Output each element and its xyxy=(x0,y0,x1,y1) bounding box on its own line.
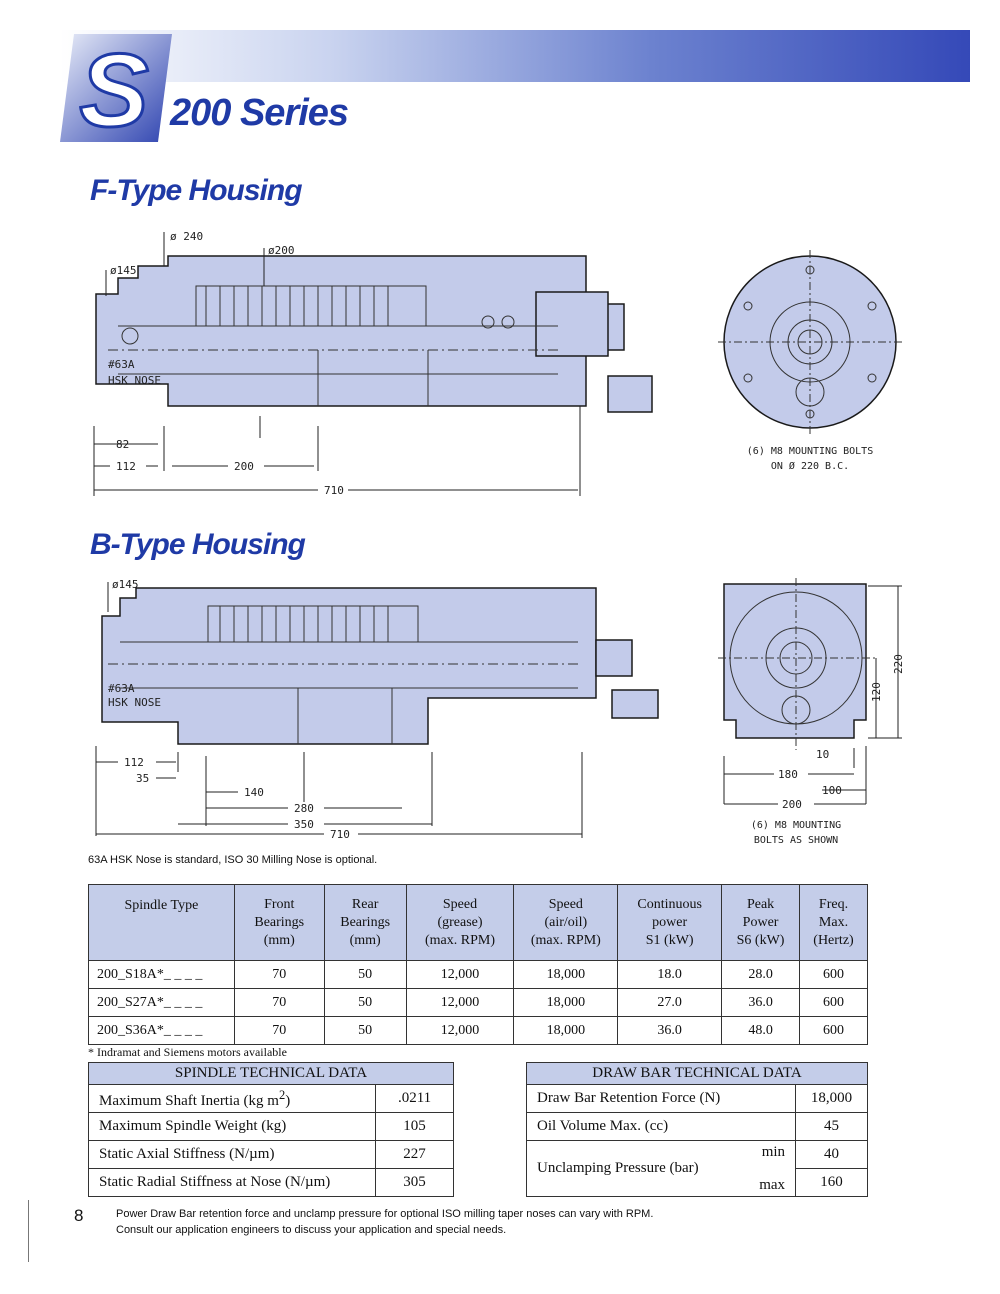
shaft-inertia-value: .0211 xyxy=(376,1085,454,1113)
cell-peak-power: 48.0 xyxy=(722,1017,800,1045)
draw-bar-technical-data-title: DRAW BAR TECHNICAL DATA xyxy=(527,1063,868,1085)
f-dim-112: 112 xyxy=(116,460,136,473)
cell-front-bearings: 70 xyxy=(234,989,324,1017)
oil-volume-value: 45 xyxy=(796,1113,868,1141)
min-label: min xyxy=(761,1143,786,1160)
header-speed-grease: Speed (grease) (max. RPM) xyxy=(406,885,514,961)
spindle-weight-label: Maximum Spindle Weight (kg) xyxy=(89,1113,376,1141)
table-row xyxy=(89,1085,454,1113)
table-row xyxy=(527,1141,868,1169)
motors-footnote: * Indramat and Siemens motors available xyxy=(88,1045,287,1059)
b-dim-180: 180 xyxy=(778,768,798,781)
header-spindle-type: Spindle Type xyxy=(89,885,235,961)
cell-speed-grease: 12,000 xyxy=(406,961,514,989)
b-nose-label-2: HSK NOSE xyxy=(108,696,161,709)
header-peak-power: Peak Power S6 (kW) xyxy=(722,885,800,961)
f-nose-label-2: HSK NOSE xyxy=(108,374,161,387)
header-freq-max: Freq. Max. (Hertz) xyxy=(800,885,868,961)
cell-speed-air-oil: 18,000 xyxy=(514,989,618,1017)
b-bolt-note-line-1: (6) M8 MOUNTING xyxy=(750,820,842,831)
cell-freq-max: 600 xyxy=(800,961,868,989)
table-row xyxy=(89,989,868,1017)
b-dim-d145: ø145 xyxy=(112,578,139,591)
b-dim-280: 280 xyxy=(294,802,314,815)
footer-note xyxy=(116,1206,653,1238)
max-label: max xyxy=(759,1176,786,1193)
unclamping-min-value: 40 xyxy=(796,1141,868,1169)
header-speed-air-oil: Speed (air/oil) (max. RPM) xyxy=(514,885,618,961)
logo-letter: S xyxy=(79,34,149,142)
f-bolt-note-line-1: (6) M8 MOUNTING BOLTS xyxy=(746,446,874,457)
b-type-side-drawing xyxy=(88,576,668,844)
cell-front-bearings: 70 xyxy=(234,1017,324,1045)
f-dim-d200: ø200 xyxy=(268,244,295,257)
s-logo-icon xyxy=(60,34,172,142)
b-dim-112: 112 xyxy=(124,756,144,769)
f-type-title: F-Type Housing xyxy=(90,174,302,207)
cell-spindle-type: 200_S36A*_ _ _ _ xyxy=(89,1017,235,1045)
b-dim-140: 140 xyxy=(244,786,264,799)
axial-stiffness-value: 227 xyxy=(376,1141,454,1169)
cell-speed-air-oil: 18,000 xyxy=(514,961,618,989)
f-bolt-note xyxy=(718,444,902,474)
header-rear-bearings: Rear Bearings (mm) xyxy=(324,885,406,961)
unclamping-max-value: 160 xyxy=(796,1169,868,1197)
cell-continuous-power: 27.0 xyxy=(618,989,722,1017)
b-type-title: B-Type Housing xyxy=(90,528,305,561)
page-edge-line xyxy=(28,1200,29,1262)
f-nose-label-1: #63A xyxy=(108,358,135,371)
spec-header-row xyxy=(89,885,868,961)
cell-continuous-power: 18.0 xyxy=(618,961,722,989)
b-bolt-note xyxy=(720,818,872,848)
f-dim-d240: ø 240 xyxy=(170,230,204,243)
axial-stiffness-label: Static Axial Stiffness (N/µm) xyxy=(89,1141,376,1169)
table-row xyxy=(527,1085,868,1113)
b-bolt-note-line-2: BOLTS AS SHOWN xyxy=(753,835,839,846)
cell-peak-power: 28.0 xyxy=(722,961,800,989)
footer-line-1: Power Draw Bar retention force and unclamp pressure for optional ISO milling taper noses can vary with RPM. xyxy=(116,1208,654,1220)
cell-speed-grease: 12,000 xyxy=(406,1017,514,1045)
header-front-bearings: Front Bearings (mm) xyxy=(234,885,324,961)
b-dim-220: 220 xyxy=(892,654,905,674)
cell-front-bearings: 70 xyxy=(234,961,324,989)
spindle-technical-data-title: SPINDLE TECHNICAL DATA xyxy=(89,1063,454,1085)
cell-rear-bearings: 50 xyxy=(324,989,406,1017)
cell-freq-max: 600 xyxy=(800,1017,868,1045)
retention-force-label: Draw Bar Retention Force (N) xyxy=(527,1085,796,1113)
spindle-spec-table xyxy=(88,884,868,1045)
header-continuous-power: Continuous power S1 (kW) xyxy=(618,885,722,961)
shaft-inertia-label: Maximum Shaft Inertia (kg $m^2$) xyxy=(89,1085,376,1113)
unclamping-pressure-label: Unclamping Pressure (bar) xyxy=(537,1160,699,1176)
f-dim-200: 200 xyxy=(234,460,254,473)
cell-spindle-type: 200_S18A*_ _ _ _ xyxy=(89,961,235,989)
spindle-technical-data-table xyxy=(88,1062,454,1197)
unclamping-pressure-cell xyxy=(527,1141,796,1197)
cell-peak-power: 36.0 xyxy=(722,989,800,1017)
spindle-weight-value: 105 xyxy=(376,1113,454,1141)
cell-speed-air-oil: 18,000 xyxy=(514,1017,618,1045)
f-dim-82: 82 xyxy=(116,438,130,451)
b-dim-10: 10 xyxy=(816,748,830,761)
retention-force-value: 18,000 xyxy=(796,1085,868,1113)
b-dim-35: 35 xyxy=(136,772,150,785)
page-title: 200 Series xyxy=(170,92,349,134)
draw-bar-technical-data-table xyxy=(526,1062,868,1197)
b-dim-200: 200 xyxy=(782,798,802,810)
cell-speed-grease: 12,000 xyxy=(406,989,514,1017)
radial-stiffness-label: Static Radial Stiffness at Nose (N/µm) xyxy=(89,1169,376,1197)
header-banner xyxy=(60,30,970,82)
b-dim-350: 350 xyxy=(294,818,314,831)
cell-spindle-type: 200_S27A*_ _ _ _ xyxy=(89,989,235,1017)
b-dim-120: 120 xyxy=(870,682,883,702)
b-nose-label-1: #63A xyxy=(108,682,135,695)
oil-volume-label: Oil Volume Max. (cc) xyxy=(527,1113,796,1141)
f-type-side-drawing xyxy=(88,226,668,498)
b-type-end-view xyxy=(718,578,908,810)
cell-rear-bearings: 50 xyxy=(324,1017,406,1045)
cell-rear-bearings: 50 xyxy=(324,961,406,989)
b-dim-710: 710 xyxy=(330,828,350,841)
table-row xyxy=(89,1113,454,1141)
nose-caption: 63A HSK Nose is standard, ISO 30 Milling Nose is optional. xyxy=(88,854,378,866)
f-dim-d145: ø145 xyxy=(110,264,137,277)
table-row xyxy=(89,961,868,989)
radial-stiffness-value: 305 xyxy=(376,1169,454,1197)
table-row xyxy=(527,1113,868,1141)
f-bolt-note-line-2: ON Ø 220 B.C. xyxy=(770,461,850,472)
f-type-end-view xyxy=(718,250,902,436)
f-dim-710: 710 xyxy=(324,484,344,497)
table-row xyxy=(89,1169,454,1197)
cell-continuous-power: 36.0 xyxy=(618,1017,722,1045)
page-number: 8 xyxy=(74,1206,84,1225)
table-row xyxy=(89,1017,868,1045)
table-row xyxy=(89,1141,454,1169)
footer-line-2: Consult our application engineers to discuss your application and special needs. xyxy=(116,1224,507,1236)
cell-freq-max: 600 xyxy=(800,989,868,1017)
b-dim-100: 100 xyxy=(822,784,842,797)
